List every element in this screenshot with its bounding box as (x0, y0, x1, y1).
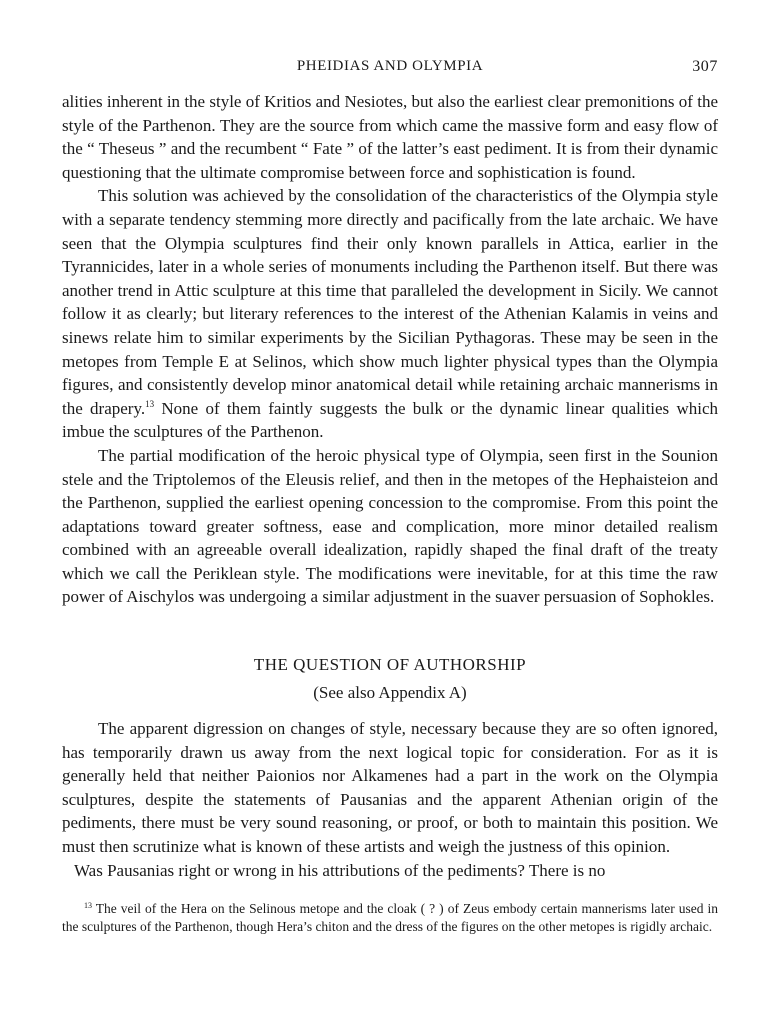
paragraph-2 (62, 184, 718, 444)
paragraph-3: The partial modification of the heroic physical type of Olympia, seen first in the Sounion stele and the Triptolemos of the Eleusis relief, and then in the metopes of the Hephaisteion and the Parthenon, supplied the earliest opening concession to the compromise. From this point the adaptations toward greater softness, ease and complication, more minor detailed realism combined with an agreeable overall idealization, rapidly shaped the final draft of the treaty which we call the Periklean style. The modifications were inevitable, for at this time the raw power of Aischylos was undergoing a similar adjustment in the suaver persuasion of Sophokles. (62, 445, 718, 607)
paragraph-2-text: This solution was achieved by the consolidation of the characteristics of the Olympia style with a separate tendency stemming more directly and pacifically from the late archaic. We have seen that the Olympia sculptures find their only known parallels in Attica, earlier in the Tyrannicides, later in a whole series of monuments including the Parthenon itself. But there was another trend in Attic sculpture at this time that paralleled the development in Sicily. We cannot follow it as clearly; but literary references to the interest of the Athenian Kalamis in veins and sinews relate him to similar experiments by the Sicilian Pythagoras. These may be seen in the metopes from Temple E at Selinos, which show much lighter physical types than the Olympia figures, and consistently develop minor anatomical detail while retaining archaic mannerisms in the drapery. (62, 186, 718, 418)
section-heading: THE QUESTION OF AUTHORSHIP (253, 655, 527, 674)
running-head (62, 58, 718, 82)
section-text (62, 717, 718, 882)
running-title: PHEIDIAS AND OLYMPIA (296, 58, 484, 74)
page-number: 307 (692, 58, 718, 75)
footnote-text: The veil of the Hera on the Selinous metope and the cloak ( ? ) of Zeus embody certain mannerisms later used in the sculptures of the Parthenon, though Hera’s chiton and the dress of the figures on the other metopes is rigidly archaic. (62, 901, 718, 934)
paragraph-2-tail: None of them faintly suggests the bulk or the dynamic linear qualities which imbue the sculptures of the Parthenon. (62, 398, 718, 442)
footnote-number: 13 (84, 901, 92, 910)
main-text (62, 90, 718, 609)
paragraph-1: alities inherent in the style of Kritios and Nesiotes, but also the earliest clear premonitions of the style of the Parthenon. They are the source from which came the massive form and easy flow of the “ Theseus ” and the recumbent “ Fate ” of the latter’s east pediment. It is from their dynamic questioning that the ultimate compromise between force and sophistication is found. (62, 92, 718, 182)
footnote-reference: 13 (145, 398, 155, 409)
footnote (62, 900, 718, 935)
paragraph-4: The apparent digression on changes of style, necessary because they are so often ignored, has temporarily drawn us away from the next logical topic for consideration. For as it is generally held that neither Paionios nor Alkamenes had a part in the work on the Olympia sculptures, despite the statements of Pausanias and the apparent Athenian origin of the pediments, there must be very sound reasoning, or proof, or both to maintain this position. We must then scrutinize what is known of these artists and weigh the justness of this opinion. (62, 719, 718, 856)
section-subheading: (See also Appendix A) (313, 683, 467, 702)
paragraph-5: Was Pausanias right or wrong in his attributions of the pediments? There is no (74, 860, 606, 880)
